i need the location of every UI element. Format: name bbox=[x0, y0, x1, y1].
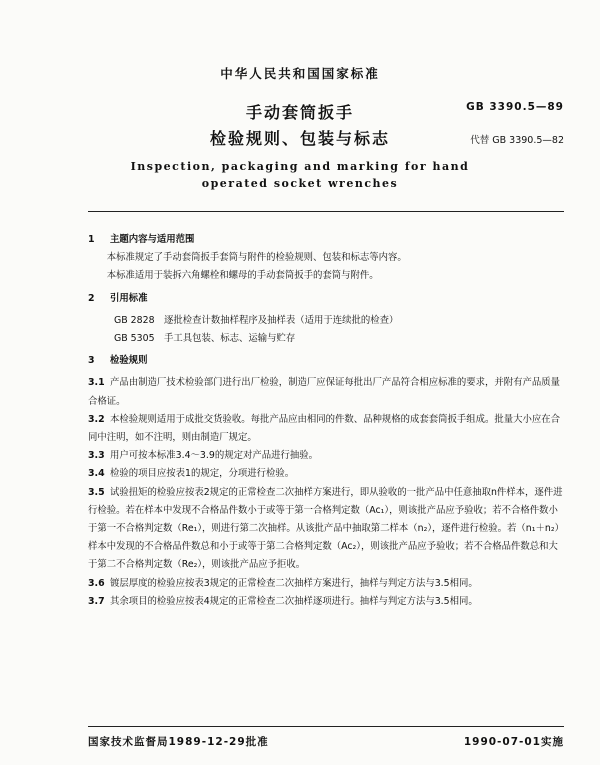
document-subtitle: 检验规则、包装与标志 bbox=[209, 129, 390, 148]
effective-date: 1990-07-01实施 bbox=[463, 736, 564, 748]
clause-number: 3.4 bbox=[88, 468, 105, 480]
clause-number: 3.6 bbox=[88, 577, 105, 589]
document-title: 手动套筒扳手 bbox=[245, 103, 354, 122]
clause-3-1 bbox=[88, 374, 564, 410]
reference-code: GB 2828 bbox=[114, 314, 155, 326]
standard-number: GB 3390.5—89 bbox=[466, 101, 564, 113]
english-title-line2: operated socket wrenches bbox=[201, 177, 399, 190]
clause-text: 镀层厚度的检验应按表3规定的正常检查二次抽样方案进行，抽样与判定方法与3.5相同。 bbox=[110, 577, 478, 589]
clause-3-4 bbox=[88, 465, 564, 483]
clause-3-2 bbox=[88, 411, 564, 447]
reference-text: 逐批检查计数抽样程序及抽样表（适用于连续批的检查） bbox=[164, 314, 399, 326]
english-title-line1: Inspection, packaging and marking for hand bbox=[130, 160, 470, 173]
section-number: 1 bbox=[88, 234, 95, 245]
clause-text: 用户可按本标准3.4～3.9的规定对产品进行抽验。 bbox=[110, 450, 318, 462]
approval-date: 国家技术监督局1989-12-29批准 bbox=[88, 736, 269, 748]
clause-text: 本检验规则适用于成批交货验收。每批产品应由相同的件数、品种规格的成套套筒扳手组成。批量大小应在合同中注明，如不注明，则由制造厂规定。 bbox=[88, 413, 561, 444]
section-1-heading bbox=[88, 231, 564, 249]
clause-number: 3.7 bbox=[88, 595, 105, 607]
replaces-standard: 代替 GB 3390.5—82 bbox=[470, 135, 564, 146]
section-title: 引用标准 bbox=[110, 292, 148, 304]
clause-number: 3.2 bbox=[88, 413, 105, 425]
bottom-divider bbox=[88, 726, 564, 727]
country-standard-heading: 中华人民共和国国家标准 bbox=[220, 66, 380, 81]
clause-3-7 bbox=[88, 593, 564, 611]
section-2-heading bbox=[88, 290, 564, 308]
section-title: 检验规则 bbox=[110, 355, 148, 367]
reference-item bbox=[88, 312, 564, 330]
paragraph: 本标准规定了手动套筒扳手套筒与附件的检验规则、包装和标志等内容。 bbox=[106, 252, 407, 264]
reference-code: GB 5305 bbox=[114, 333, 155, 345]
top-divider bbox=[88, 211, 564, 212]
clause-text: 产品由制造厂技术检验部门进行出厂检验，制造厂应保证每批出厂产品符合相应标准的要求，并附有产品质量合格证。 bbox=[88, 377, 561, 407]
clause-number: 3.3 bbox=[88, 450, 105, 462]
section-3-heading bbox=[88, 352, 564, 370]
section-number: 2 bbox=[88, 292, 95, 304]
document-body bbox=[88, 231, 564, 611]
clause-3-3 bbox=[88, 447, 564, 465]
clause-3-5 bbox=[88, 484, 564, 575]
clause-text: 试验扭矩的检验应按表2规定的正常检查二次抽样方案进行，即从验收的一批产品中任意抽取n件样本，逐件进行检验。若在样本中发现不合格品件数小于或等于第一合格判定数（Ac₁），则该批产品应予验收；若不合格件数小于第一不合格判定数（Re₁），则进行第二次抽样。从该批产品中抽取第二样本（n₂），逐件进行检验。若（n₁＋n₂）样本中发现的不合格品件数总和小于或等于第二合格判定数（Ac₂），则该批产品应予验收；若不合格品件数总和大于第二不合格判定数（Re₂），则该批产品应予拒收。 bbox=[88, 486, 564, 571]
paragraph: 本标准适用于装拆六角螺栓和螺母的手动套筒扳手的套筒与附件。 bbox=[106, 270, 379, 282]
clause-number: 3.1 bbox=[88, 377, 105, 389]
clause-number: 3.5 bbox=[88, 486, 105, 498]
clause-text: 其余项目的检验应按表4规定的正常检查二次抽样逐项进行。抽样与判定方法与3.5相同。 bbox=[110, 595, 478, 607]
section-title: 主题内容与适用范围 bbox=[110, 234, 195, 245]
clause-text: 检验的项目应按表1的规定，分项进行检验。 bbox=[110, 468, 295, 480]
reference-text: 手工具包装、标志、运输与贮存 bbox=[164, 333, 296, 345]
clause-3-6 bbox=[88, 575, 564, 593]
reference-item bbox=[88, 330, 564, 348]
section-number: 3 bbox=[88, 355, 95, 367]
